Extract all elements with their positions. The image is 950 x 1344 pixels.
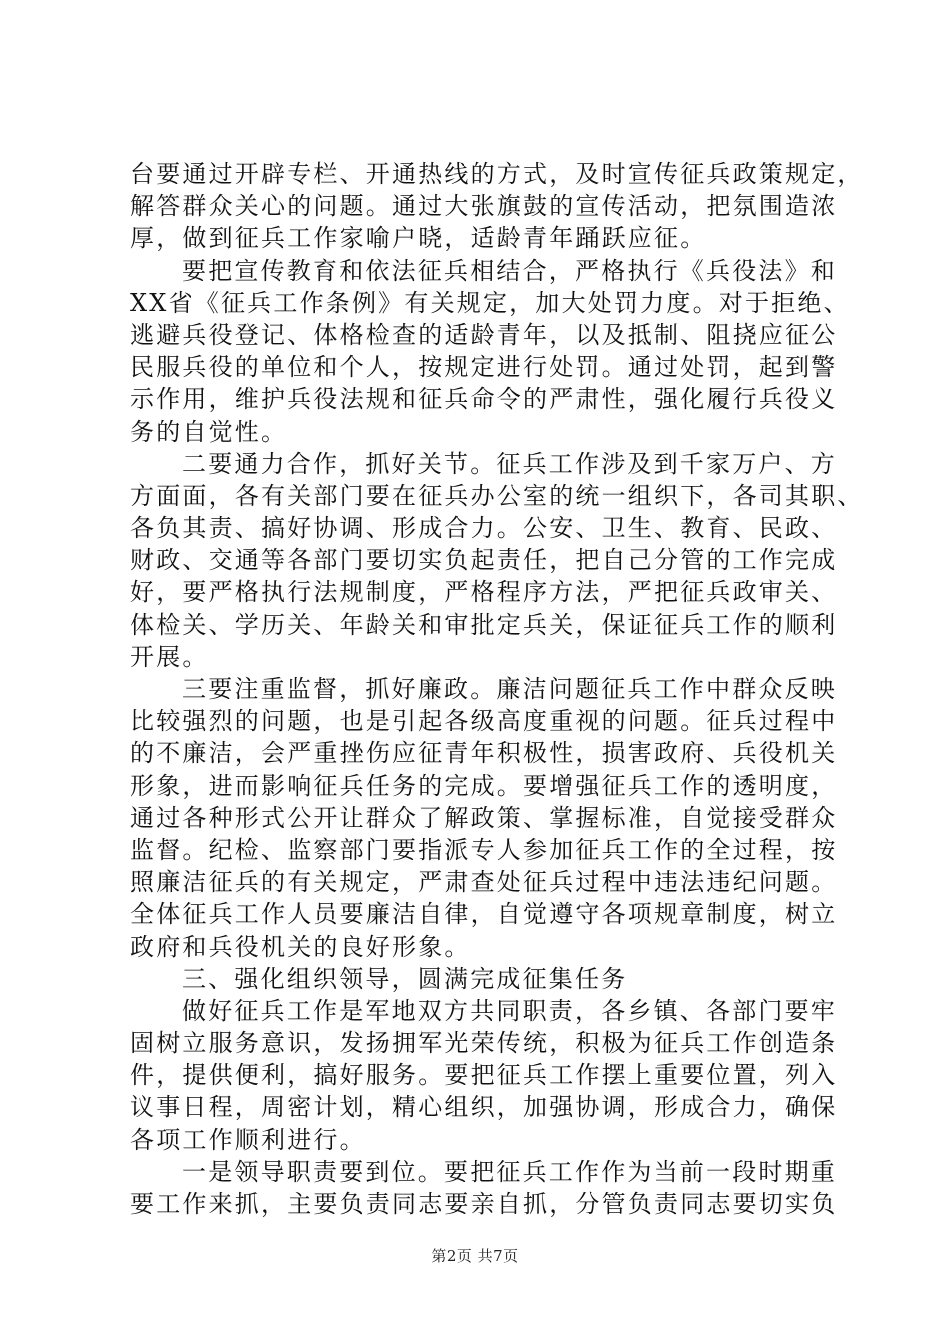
text-line: 政府和兵役机关的良好形象。 xyxy=(130,932,471,961)
text-line: 台要通过开辟专栏、开通热线的方式，及时宣传征兵政策规定， xyxy=(130,160,864,188)
text-line: 民服兵役的单位和个人，按规定进行处罚。通过处罚，起到警 xyxy=(130,353,838,382)
text-line: 体检关、学历关、年龄关和审批定兵关，保证征兵工作的顺利 xyxy=(130,610,838,639)
text-line: 逃避兵役登记、体格检查的适龄青年，以及抵制、阻挠应征公 xyxy=(130,320,838,349)
text-line: 形象，进而影响征兵任务的完成。要增强征兵工作的透明度， xyxy=(130,771,838,800)
document-body xyxy=(130,158,864,1220)
text-line: 要工作来抓，主要负责同志要亲自抓，分管负责同志要切实负 xyxy=(130,1190,838,1218)
text-line: 厚，做到征兵工作家喻户晓，适龄青年踊跃应征。 xyxy=(130,224,707,253)
text-line: 好，要严格执行法规制度，严格程序方法，严把征兵政审关、 xyxy=(130,578,838,607)
text-line: 方面面，各有关部门要在征兵办公室的统一组织下，各司其职、 xyxy=(130,481,864,510)
text-line: 做好征兵工作是军地双方共同职责，各乡镇、各部门要牢 xyxy=(182,996,837,1025)
text-line: 件，提供便利，搞好服务。要把征兵工作摆上重要位置，列入 xyxy=(130,1061,838,1090)
text-line: 各项工作顺利进行。 xyxy=(130,1125,366,1154)
text-line: 议事日程，周密计划，精心组织，加强协调，形成合力，确保 xyxy=(130,1093,838,1122)
text-line: 全体征兵工作人员要廉洁自律，自觉遵守各项规章制度，树立 xyxy=(130,900,838,929)
text-line: 财政、交通等各部门要切实负起责任，把自己分管的工作完成 xyxy=(130,546,838,575)
text-line: 比较强烈的问题，也是引起各级高度重视的问题。征兵过程中 xyxy=(130,707,838,736)
text-line: 示作用，维护兵役法规和征兵命令的严肃性，强化履行兵役义 xyxy=(130,385,838,414)
text-line: 务的自觉性。 xyxy=(130,417,288,446)
text-line: 各负其责、搞好协调、形成合力。公安、卫生、教育、民政、 xyxy=(130,514,838,543)
text-line: 三、强化组织领导，圆满完成征集任务 xyxy=(182,964,628,993)
text-line: XX省《征兵工作条例》有关规定，加大处罚力度。对于拒绝、 xyxy=(130,288,850,317)
text-line: 照廉洁征兵的有关规定，严肃查处征兵过程中违法违纪问题。 xyxy=(130,868,838,897)
text-line: 二要通力合作，抓好关节。征兵工作涉及到千家万户、方 xyxy=(182,449,837,478)
page-footer: 第2页 共7页 xyxy=(431,1247,519,1265)
text-line: 通过各种形式公开让群众了解政策、掌握标准，自觉接受群众 xyxy=(130,803,838,832)
text-line: 一是领导职责要到位。要把征兵工作作为当前一段时期重 xyxy=(182,1157,837,1186)
text-line: 三要注重监督，抓好廉政。廉洁问题征兵工作中群众反映 xyxy=(182,675,837,703)
text-line: 解答群众关心的问题。通过大张旗鼓的宣传活动，把氛围造浓 xyxy=(130,192,838,221)
text-line: 的不廉洁，会严重挫伤应征青年积极性，损害政府、兵役机关 xyxy=(130,739,838,768)
text-line: 固树立服务意识，发扬拥军光荣传统，积极为征兵工作创造条 xyxy=(130,1029,838,1058)
text-line: 要把宣传教育和依法征兵相结合，严格执行《兵役法》和 xyxy=(182,256,837,285)
text-line: 监督。纪检、监察部门要指派专人参加征兵工作的全过程，按 xyxy=(130,835,838,864)
text-line: 开展。 xyxy=(130,642,209,671)
